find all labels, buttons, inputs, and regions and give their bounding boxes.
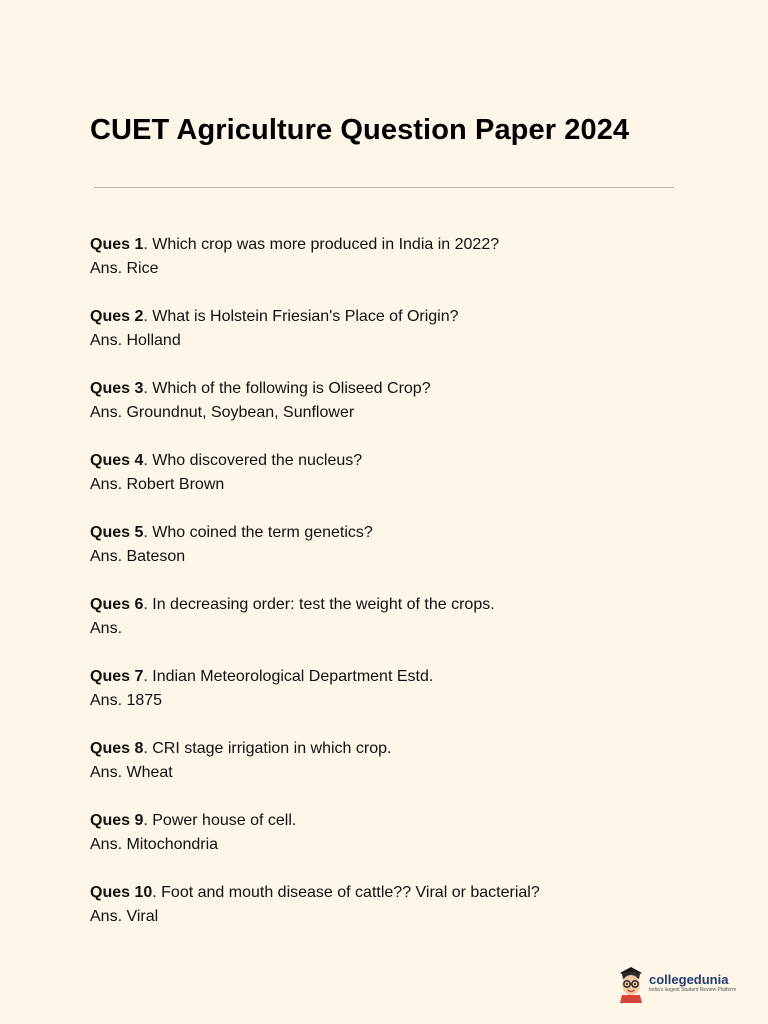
question-text (90, 809, 690, 833)
question-item (90, 881, 690, 953)
question-body: . Who discovered the nucleus? (143, 452, 363, 469)
question-item (90, 737, 690, 809)
answer-text: Ans. Mitochondria (90, 836, 219, 853)
brand-logo (616, 963, 736, 1003)
question-item (90, 809, 690, 881)
question-body: . What is Holstein Friesian's Place of Origin? (143, 308, 459, 325)
question-list (90, 233, 690, 953)
question-body: . Which crop was more produced in India in 2022? (143, 236, 500, 253)
answer-text: Ans. Viral (90, 908, 159, 925)
question-number: Ques 2 (90, 308, 144, 325)
answer-text: Ans. Bateson (90, 548, 186, 565)
question-body: . Indian Meteorological Department Estd. (143, 668, 434, 685)
question-body: . CRI stage irrigation in which crop. (143, 740, 392, 757)
question-item (90, 233, 690, 305)
question-text (90, 737, 690, 761)
question-text (90, 377, 690, 401)
question-body: . Who coined the term genetics? (143, 524, 373, 541)
student-mascot-icon (616, 963, 646, 1003)
question-number: Ques 10 (90, 884, 153, 901)
question-number: Ques 1 (90, 236, 144, 253)
question-number: Ques 6 (90, 596, 144, 613)
brand-tagline: India's largest Student Review Platform (649, 987, 737, 993)
question-text (90, 449, 690, 473)
question-number: Ques 7 (90, 668, 144, 685)
brand-text (649, 972, 736, 994)
question-item (90, 593, 690, 665)
answer-text: Ans. (90, 620, 123, 637)
question-number: Ques 3 (90, 380, 144, 397)
question-body: . In decreasing order: test the weight of the crops. (143, 596, 495, 613)
question-item (90, 665, 690, 737)
question-text (90, 665, 690, 689)
question-number: Ques 4 (90, 452, 144, 469)
answer-text: Ans. 1875 (90, 692, 163, 709)
question-text (90, 521, 690, 545)
question-item (90, 449, 690, 521)
question-number: Ques 8 (90, 740, 144, 757)
answer-text: Ans. Groundnut, Soybean, Sunflower (90, 404, 355, 421)
answer-text: Ans. Rice (90, 260, 159, 277)
brand-name: collegedunia (649, 972, 729, 987)
title-divider (94, 187, 674, 188)
question-number: Ques 5 (90, 524, 144, 541)
answer-text: Ans. Robert Brown (90, 476, 225, 493)
question-item (90, 521, 690, 593)
question-item (90, 305, 690, 377)
page-title: CUET Agriculture Question Paper 2024 (90, 114, 630, 146)
question-body: . Foot and mouth disease of cattle?? Viral or bacterial? (152, 884, 540, 901)
question-text (90, 233, 690, 257)
question-body: . Which of the following is Oliseed Crop? (143, 380, 431, 397)
question-text (90, 593, 690, 617)
answer-text: Ans. Wheat (90, 764, 173, 781)
question-item (90, 377, 690, 449)
question-body: . Power house of cell. (143, 812, 297, 829)
question-number: Ques 9 (90, 812, 144, 829)
question-text (90, 881, 690, 905)
answer-text: Ans. Holland (90, 332, 181, 349)
question-text (90, 305, 690, 329)
